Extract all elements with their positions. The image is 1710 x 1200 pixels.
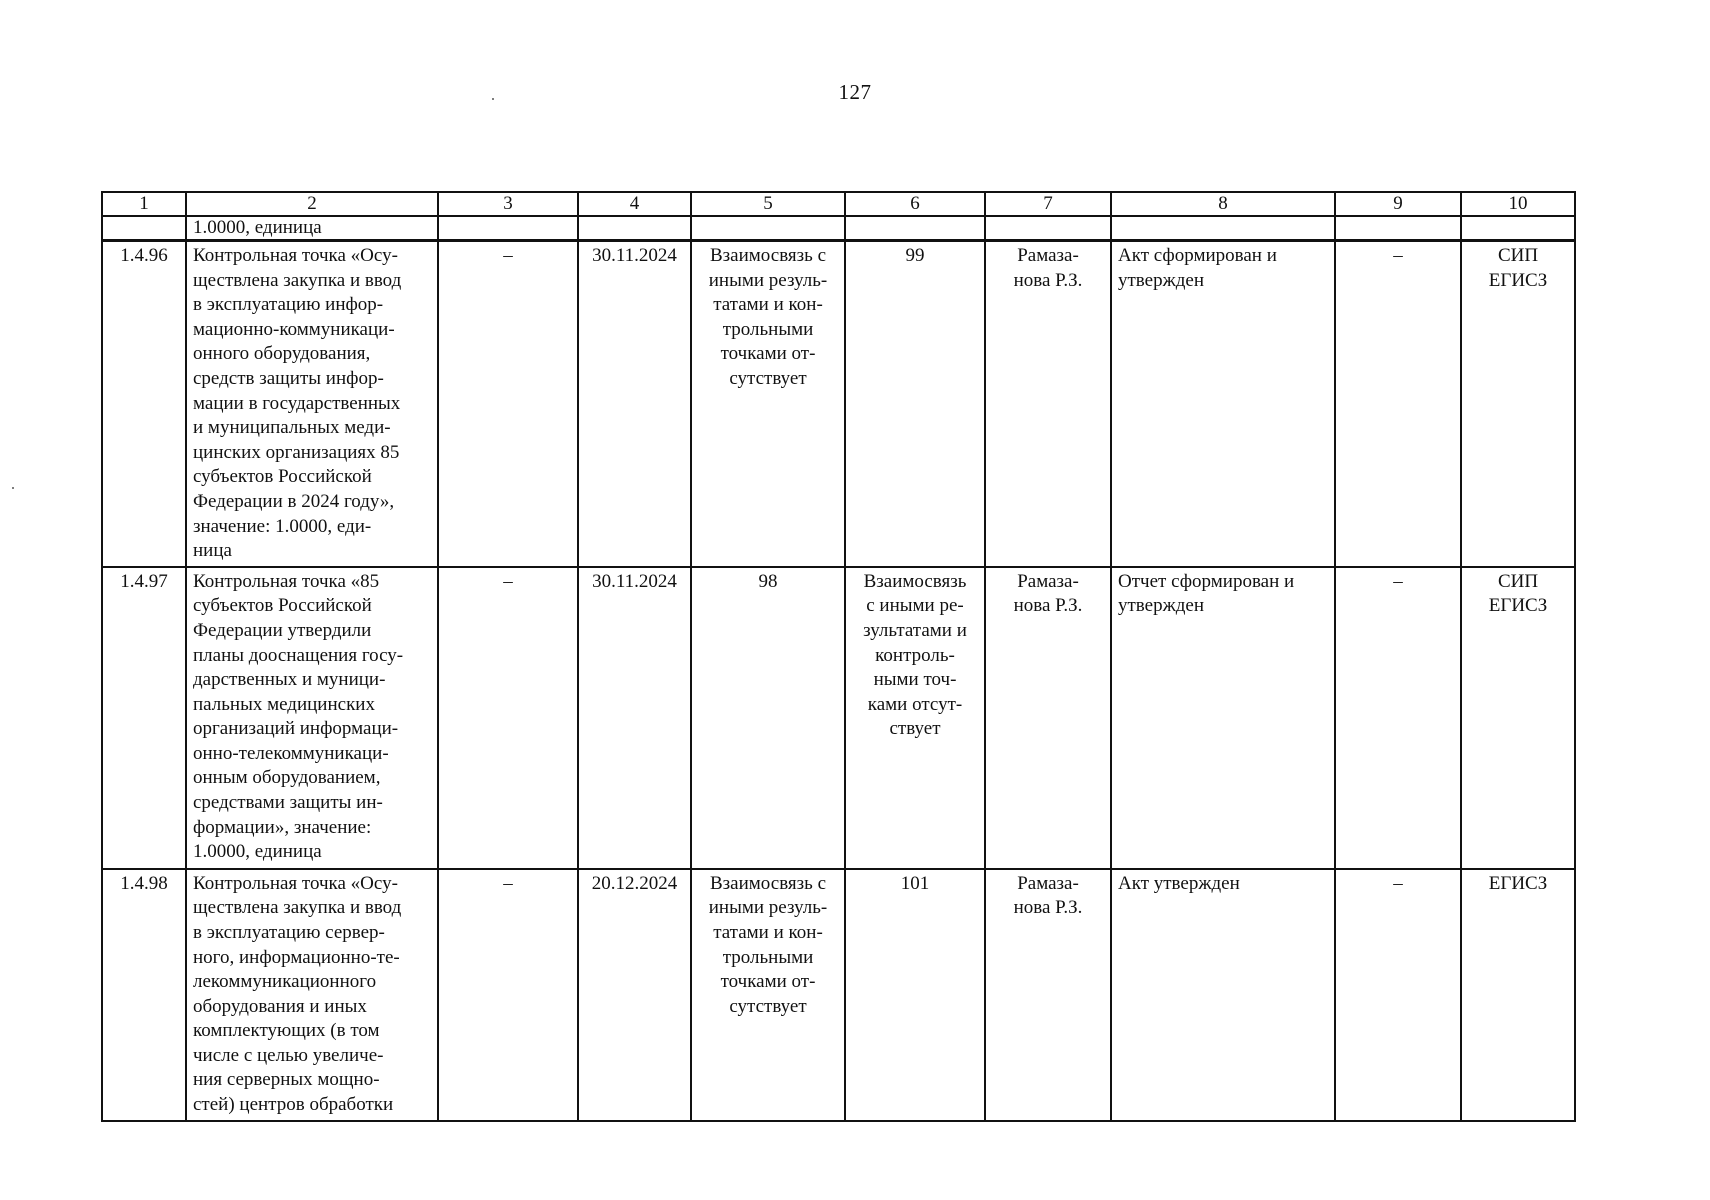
row-responsible [985, 869, 1111, 1121]
table-cell [102, 216, 186, 241]
description-line: и муниципальных меди- [193, 417, 391, 439]
column-header: 9 [1335, 192, 1461, 216]
cell-line: ЕГИСЗ [1488, 269, 1548, 291]
cell-line: с иными ре- [866, 595, 964, 617]
row-date: 30.11.2024 [578, 567, 691, 869]
row-result [1111, 567, 1335, 869]
cell-line: иными резуль- [708, 897, 828, 919]
cell-line: нова Р.З. [1013, 897, 1083, 919]
control-points-table [101, 191, 1576, 1122]
cell-line: 101 [900, 872, 930, 894]
row-col5 [691, 567, 845, 869]
row-result [1111, 869, 1335, 1121]
row-date: 20.12.2024 [578, 869, 691, 1121]
column-header: 4 [578, 192, 691, 216]
cell-line: татами и кон- [713, 294, 823, 316]
cell-line: Рамаза- [1017, 245, 1079, 266]
cell-line: Взаимосвязь [863, 570, 967, 592]
row-id: 1.4.96 [102, 241, 186, 567]
row-description [186, 567, 438, 869]
description-line: субъектов Российской [193, 466, 372, 488]
cell-line: Рамаза- [1017, 872, 1079, 894]
description-line: числе с целью увеличе- [193, 1044, 384, 1066]
column-header: 3 [438, 192, 578, 216]
description-line: мации в государственных [193, 392, 401, 414]
cell-line: Акт сформирован и [1118, 245, 1277, 266]
description-line: субъектов Российской [193, 595, 372, 617]
cell-line: татами и кон- [713, 921, 823, 943]
cell-line: СИП [1497, 245, 1539, 266]
row-system [1461, 241, 1575, 567]
cell-line: нова Р.З. [1013, 269, 1083, 291]
column-header: 2 [186, 192, 438, 216]
cell-line: трольными [722, 946, 814, 968]
cell-line: Взаимосвязь с [709, 245, 827, 266]
row-result [1111, 241, 1335, 567]
cell-line: ЕГИСЗ [1488, 595, 1548, 617]
table-row [102, 241, 1575, 567]
description-line: онного оборудования, [193, 343, 371, 365]
table-cell [438, 216, 578, 241]
cell-line: ными точ- [873, 669, 957, 691]
row-description [186, 869, 438, 1121]
cell-line: ками отсут- [867, 693, 963, 715]
table-cell [1461, 216, 1575, 241]
row-responsible [985, 241, 1111, 567]
table-row [102, 869, 1575, 1121]
cell-line: Рамаза- [1017, 570, 1079, 592]
cell-line: 98 [758, 570, 778, 592]
description-line: в эксплуатацию инфор- [193, 294, 384, 316]
table-cell [1111, 216, 1335, 241]
row-col3: – [438, 241, 578, 567]
cell-line: контроль- [875, 644, 955, 666]
cell-line: сутствует [729, 995, 807, 1017]
scan-speck [492, 98, 494, 100]
description-line: лекоммуникационного [193, 971, 377, 993]
description-line: Федерации утвердили [193, 619, 372, 641]
row-date: 30.11.2024 [578, 241, 691, 567]
description-line: средствами защиты ин- [193, 792, 383, 814]
row-id: 1.4.97 [102, 567, 186, 869]
cell-line: сутствует [729, 367, 807, 389]
row-col9: – [1335, 869, 1461, 1121]
row-system [1461, 567, 1575, 869]
description-line: пальных медицинских [193, 693, 375, 715]
continuation-text: 1.0000, единица [186, 216, 438, 241]
cell-line: Взаимосвязь с [709, 872, 827, 894]
description-line: комплектующих (в том [193, 1020, 380, 1042]
column-header: 10 [1461, 192, 1575, 216]
description-line: ния серверных мощно- [193, 1069, 380, 1091]
table-cell [845, 216, 985, 241]
description-line: онно-телекоммуникаци- [193, 742, 389, 764]
description-line: ница [193, 540, 232, 562]
column-header: 6 [845, 192, 985, 216]
row-col6 [845, 567, 985, 869]
cell-line: зультатами и [863, 619, 967, 641]
cell-line: трольными [722, 318, 814, 340]
row-col6 [845, 241, 985, 567]
column-header: 7 [985, 192, 1111, 216]
description-line: Контрольная точка «Осу- [193, 245, 398, 266]
row-responsible [985, 567, 1111, 869]
description-line: онным оборудованием, [193, 767, 381, 789]
description-line: ного, информационно-те- [193, 946, 400, 968]
cell-line: точками от- [720, 343, 816, 365]
cell-line: нова Р.З. [1013, 595, 1083, 617]
row-col9: – [1335, 567, 1461, 869]
row-col5 [691, 869, 845, 1121]
column-header: 5 [691, 192, 845, 216]
cell-line: ствует [889, 718, 941, 740]
column-header: 8 [1111, 192, 1335, 216]
description-line: мационно-коммуникаци- [193, 318, 395, 340]
description-line: в эксплуатацию сервер- [193, 921, 385, 943]
description-line: ществлена закупка и ввод [193, 897, 402, 919]
row-id: 1.4.98 [102, 869, 186, 1121]
row-description [186, 241, 438, 567]
description-line: Контрольная точка «85 [193, 570, 380, 592]
table-cell [578, 216, 691, 241]
cell-line: Отчет сформирован и [1118, 570, 1295, 592]
continuation-row [102, 216, 1575, 241]
description-line: дарственных и муници- [193, 669, 386, 691]
description-line: 1.0000, единица [193, 841, 322, 863]
description-line: средств защиты инфор- [193, 367, 384, 389]
table-header-row [102, 192, 1575, 216]
cell-line: точками от- [720, 971, 816, 993]
row-col6 [845, 869, 985, 1121]
table-row [102, 567, 1575, 869]
description-line: цинских организациях 85 [193, 441, 400, 463]
description-line: организаций информаци- [193, 718, 399, 740]
cell-line: утвержден [1118, 595, 1204, 617]
description-line: оборудования и иных [193, 995, 367, 1017]
description-line: Федерации в 2024 году», [193, 490, 395, 512]
scan-speck [12, 487, 14, 489]
description-line: Контрольная точка «Осу- [193, 872, 398, 894]
cell-line: ЕГИСЗ [1488, 872, 1548, 894]
row-col3: – [438, 869, 578, 1121]
cell-line: иными резуль- [708, 269, 828, 291]
description-line: планы дооснащения госу- [193, 644, 404, 666]
table-cell [985, 216, 1111, 241]
description-line: значение: 1.0000, еди- [193, 515, 372, 537]
cell-line: 99 [905, 245, 925, 266]
page-number: 127 [838, 80, 872, 104]
cell-line: Акт утвержден [1118, 872, 1240, 894]
column-header: 1 [102, 192, 186, 216]
row-col9: – [1335, 241, 1461, 567]
description-line: формации», значение: [193, 816, 372, 838]
row-col5 [691, 241, 845, 567]
table-cell [691, 216, 845, 241]
cell-line: утвержден [1118, 269, 1204, 291]
table-cell [1335, 216, 1461, 241]
cell-line: СИП [1497, 570, 1539, 592]
description-line: стей) центров обработки [193, 1094, 394, 1116]
description-line: ществлена закупка и ввод [193, 269, 402, 291]
row-col3: – [438, 567, 578, 869]
row-system [1461, 869, 1575, 1121]
